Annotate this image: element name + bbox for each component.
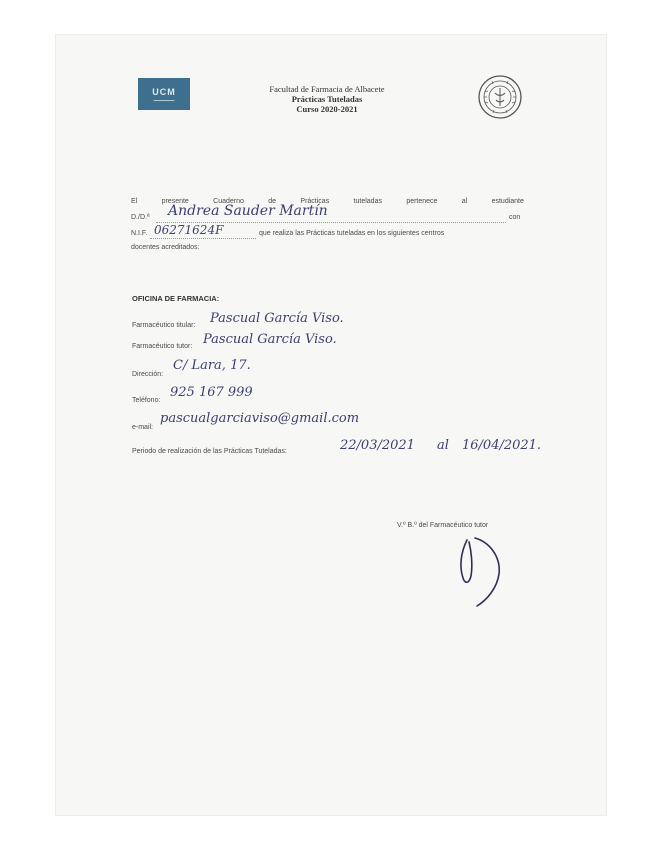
field-label-address: Dirección:	[132, 371, 164, 378]
nif-line	[150, 238, 256, 239]
field-value-titular: Pascual García Viso.	[210, 311, 344, 326]
document-header	[212, 84, 442, 114]
ucm-logo	[138, 78, 190, 110]
ucm-logo-subtext: ▬▬▬▬▬▬▬	[153, 97, 175, 102]
intro-word: pertenece	[406, 198, 438, 205]
period-from-handwritten: 22/03/2021	[340, 438, 415, 453]
faculty-name: Facultad de Farmacia de Albacete	[269, 84, 385, 94]
intro-word: estudiante	[491, 198, 524, 205]
intro-word: Prácticas	[300, 198, 330, 205]
period-label: Periodo de realización de las Prácticas Tuteladas:	[132, 448, 287, 455]
intro-line-3: que realiza las Prácticas tuteladas en los siguientes centros	[259, 230, 445, 237]
field-label-phone: Teléfono:	[132, 397, 161, 404]
university-seal-icon	[477, 74, 523, 120]
course-year: Curso 2020-2021	[296, 104, 358, 114]
dd-label: D./D.ª	[131, 214, 150, 221]
program-name: Prácticas Tuteladas	[291, 94, 363, 104]
intro-word: El	[131, 198, 138, 205]
field-label-email: e-mail:	[132, 424, 154, 431]
period-separator-handwritten: al	[437, 438, 449, 453]
con-label: con	[509, 214, 521, 221]
student-name-handwritten: Andrea Sauder Martín	[168, 203, 328, 219]
intro-word: al	[461, 198, 468, 205]
period-to-handwritten: 16/04/2021.	[462, 438, 542, 453]
field-label-titular: Farmacéutico titular:	[132, 322, 196, 329]
section-title-pharmacy: OFICINA DE FARMACIA:	[132, 294, 220, 303]
field-value-address: C/ Lara, 17.	[173, 358, 251, 373]
field-value-email: pascualgarciaviso@gmail.com	[160, 411, 360, 426]
nif-handwritten: 06271624F	[154, 223, 224, 237]
intro-word: de	[268, 198, 277, 205]
ucm-logo-text: UCM	[152, 86, 176, 97]
signature-label: V.º B.º del Farmacéutico tutor	[397, 522, 489, 529]
intro-word: Cuaderno	[213, 198, 244, 205]
intro-word: tuteladas	[353, 198, 382, 205]
intro-word: presente	[161, 198, 189, 205]
field-value-tutor: Pascual García Viso.	[203, 332, 337, 347]
field-label-tutor: Farmacéutico tutor:	[132, 343, 193, 350]
field-value-phone: 925 167 999	[170, 385, 253, 400]
tutor-signature	[455, 528, 525, 608]
nif-label: N.I.F.	[131, 230, 148, 237]
intro-line-4: docentes acreditados:	[131, 244, 200, 251]
